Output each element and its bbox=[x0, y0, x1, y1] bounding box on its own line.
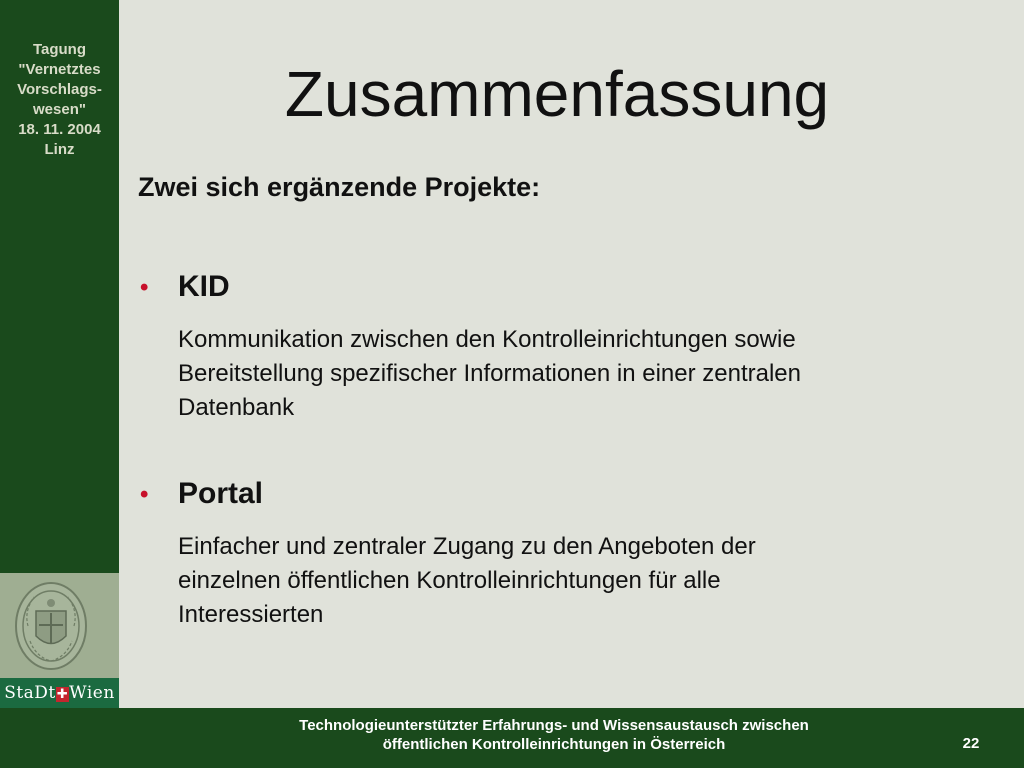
description-line: Interessierten bbox=[178, 601, 324, 628]
bullet-label: KID bbox=[178, 270, 230, 303]
event-line: Tagung bbox=[32, 41, 87, 58]
footer-line: Technologieunterstützter Erfahrungs- und Wissensaustausch zwischen bbox=[299, 717, 809, 734]
bullet-dot-icon: • bbox=[140, 481, 149, 508]
event-line: Vorschlags- bbox=[17, 81, 102, 98]
description-line: Datenbank bbox=[178, 394, 295, 421]
event-info bbox=[0, 40, 119, 160]
bullet-label: Portal bbox=[178, 477, 264, 510]
description-line: einzelnen öffentlichen Kontrolleinrichtungen für alle bbox=[178, 567, 721, 594]
slide-title: Zusammenfassung bbox=[284, 58, 830, 130]
slide-subtitle: Zwei sich ergänzende Projekte: bbox=[138, 172, 541, 202]
page-number: 22 bbox=[962, 735, 980, 752]
logo-text-right: Wien bbox=[69, 683, 115, 703]
event-line: "Vernetztes bbox=[18, 61, 101, 78]
bullet-description bbox=[178, 323, 978, 425]
bullet-description bbox=[178, 530, 978, 632]
description-line: Bereitstellung spezifischer Informationen in einer zentralen bbox=[178, 360, 802, 387]
event-line: 18. 11. 2004 bbox=[18, 121, 101, 138]
description-line: Kommunikation zwischen den Kontrolleinrichtungen sowie bbox=[178, 326, 796, 353]
footer bbox=[0, 708, 1024, 768]
city-logo bbox=[0, 678, 119, 708]
event-line: wesen" bbox=[33, 101, 86, 118]
vienna-cross-icon: ✚ bbox=[56, 687, 69, 702]
description-line: Einfacher und zentraler Zugang zu den Angeboten der bbox=[178, 533, 756, 560]
seal-panel bbox=[0, 573, 119, 678]
logo-text-left: StaDt bbox=[4, 683, 56, 703]
footer-line: öffentlichen Kontrolleinrichtungen in Österreich bbox=[382, 736, 726, 753]
city-seal-icon bbox=[14, 581, 88, 671]
bullet-dot-icon: • bbox=[140, 274, 149, 301]
event-line: Linz bbox=[44, 141, 75, 158]
footer-text bbox=[150, 716, 958, 754]
